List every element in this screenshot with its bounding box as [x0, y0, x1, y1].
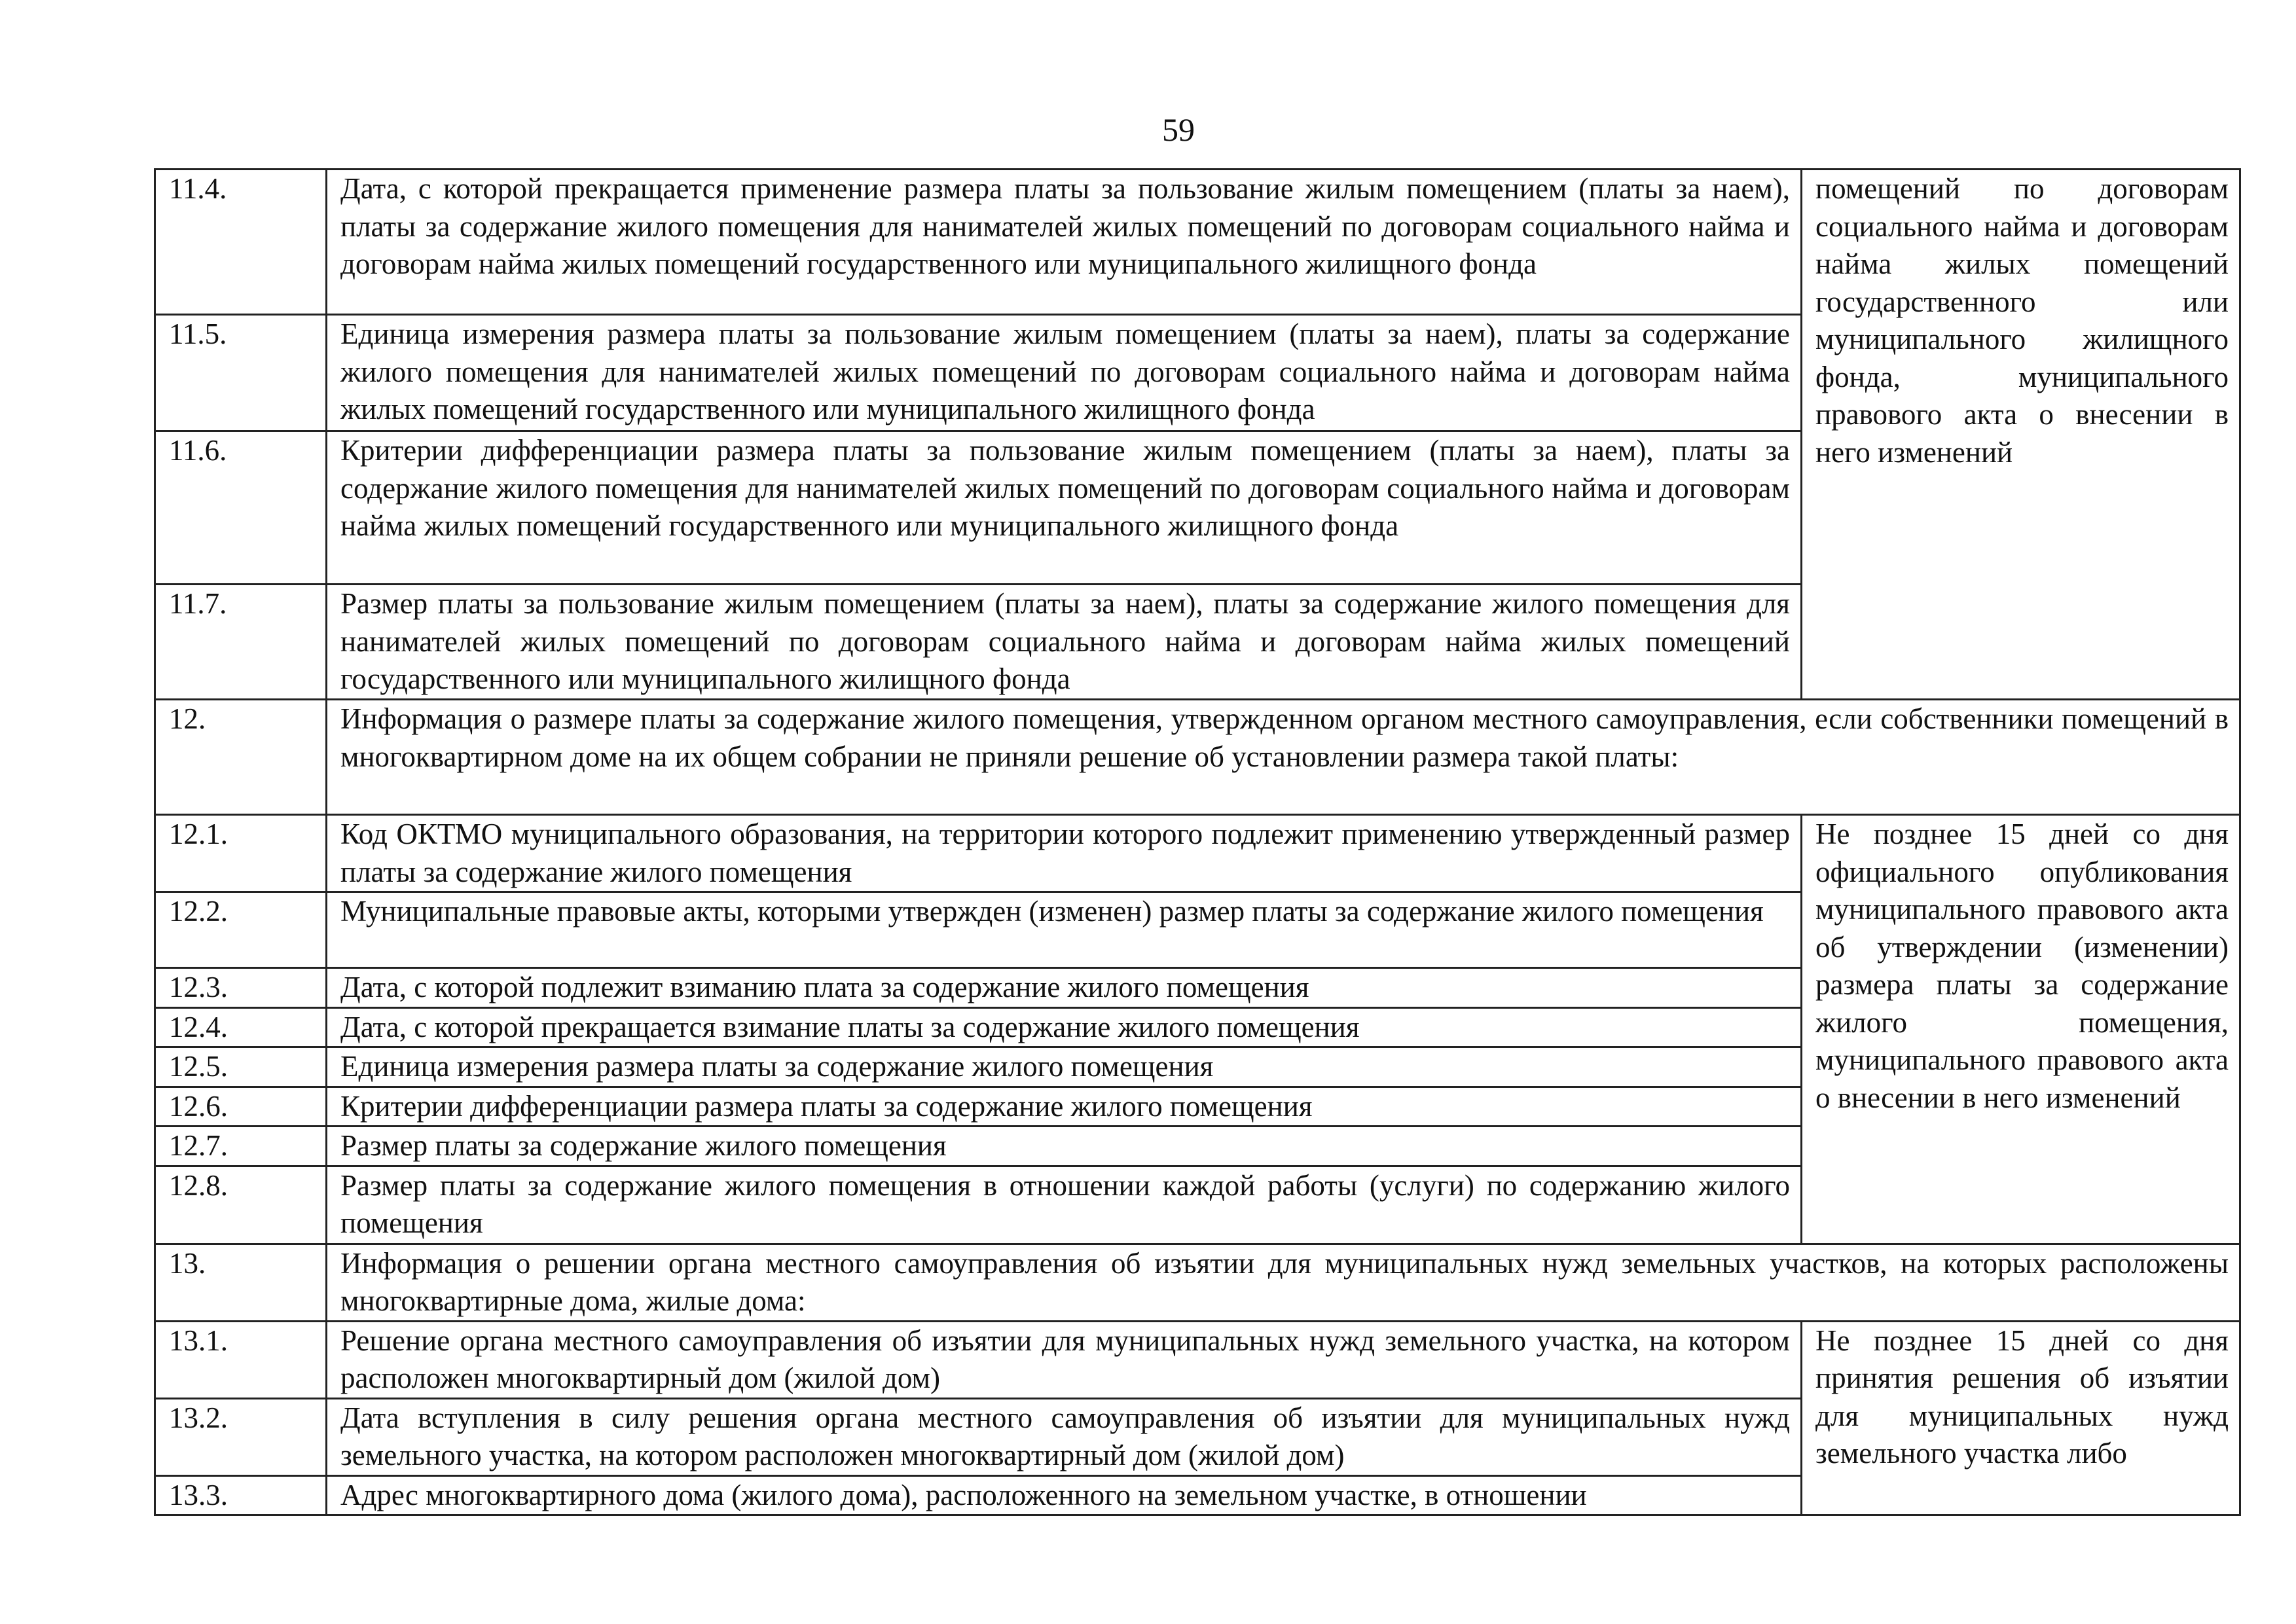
table-row [155, 170, 2240, 315]
table-row [155, 1321, 2240, 1398]
row-description: Решение органа местного самоуправления об изъятии для муниципальных нужд земельного участка, на котором расположен многоквартирный дом (жилой дом) [327, 1321, 1802, 1398]
row-description: Дата вступления в силу решения органа местного самоуправления об изъятии для муниципальных нужд земельного участка, на котором расположен многоквартирный дом (жилой дом) [327, 1398, 1802, 1475]
row-number: 11.5. [155, 315, 327, 431]
row-description: Размер платы за содержание жилого помещения в отношении каждой работы (услуги) по содержанию жилого помещения [327, 1166, 1802, 1244]
row-number: 12.5. [155, 1047, 327, 1087]
row-number: 12.3. [155, 968, 327, 1008]
table-row [155, 700, 2240, 815]
row-number: 12.6. [155, 1087, 327, 1127]
row-description: Размер платы за содержание жилого помещения [327, 1127, 1802, 1166]
deadline-cell [1802, 170, 2240, 700]
table-row [155, 1244, 2240, 1321]
row-description: Муниципальные правовые акты, которыми утвержден (изменен) размер платы за содержание жилого помещения [327, 892, 1802, 968]
row-number: 13. [155, 1244, 327, 1321]
row-number: 12.2. [155, 892, 327, 968]
deadline-cell [1802, 1321, 2240, 1515]
row-number: 12.4. [155, 1007, 327, 1047]
row-description: Единица измерения размера платы за пользование жилым помещением (платы за наем), платы за содержание жилого помещения для нанимателей жилых помещений по договорам социального найма и договорам найма жилых помещений государственного или муниципального жилищного фонда [327, 315, 1802, 431]
row-description: Дата, с которой подлежит взиманию плата за содержание жилого помещения [327, 968, 1802, 1008]
row-description: Критерии дифференциации размера платы за содержание жилого помещения [327, 1087, 1802, 1127]
row-number: 11.7. [155, 585, 327, 700]
row-number: 12.1. [155, 815, 327, 892]
deadline-text: Не позднее 15 дней со дня принятия решения об изъятии для муниципальных нужд земельного участка либо [1815, 1324, 2229, 1470]
row-description: Информация о размере платы за содержание жилого помещения, утвержденном органом местного самоуправления, если собственники помещений в многоквартирном доме на их общем собрании не приняли решение об установлении размера такой платы: [327, 700, 2240, 815]
row-number: 12.7. [155, 1127, 327, 1166]
row-number: 13.1. [155, 1321, 327, 1398]
row-description: Критерии дифференциации размера платы за пользование жилым помещением (платы за наем), платы за содержание жилого помещения для нанимателей жилых помещений по договорам социального найма и договорам найма жилых помещений государственного или муниципального жилищного фонда [327, 431, 1802, 585]
row-number: 13.2. [155, 1398, 327, 1475]
deadline-text: Не позднее 15 дней со дня официального опубликования муниципального правового акта об утверждении (изменении) размера платы за содержание жилого помещения, муниципального правового акта о внесении в него изменений [1815, 818, 2229, 1114]
deadline-text: помещений по договорам социального найма и договорам найма жилых помещений государственного или муниципального жилищного фонда, муниципального правового акта о внесении в него изменений [1815, 172, 2229, 469]
row-number: 12. [155, 700, 327, 815]
row-description: Информация о решении органа местного самоуправления об изъятии для муниципальных нужд земельных участков, на которых расположены многоквартирные дома, жилые дома: [327, 1244, 2240, 1321]
row-description: Дата, с которой прекращается применение размера платы за пользование жилым помещением (платы за наем), платы за содержание жилого помещения для нанимателей жилых помещений по договорам социального найма и договорам найма жилых помещений государственного или муниципального жилищного фонда [327, 170, 1802, 315]
row-description: Код ОКТМО муниципального образования, на территории которого подлежит применению утвержденный размер платы за содержание жилого помещения [327, 815, 1802, 892]
deadline-cell [1802, 815, 2240, 1244]
document-table [154, 168, 2241, 1516]
row-number: 12.8. [155, 1166, 327, 1244]
row-description: Единица измерения размера платы за содержание жилого помещения [327, 1047, 1802, 1087]
row-number: 13.3. [155, 1475, 327, 1515]
row-description: Адрес многоквартирного дома (жилого дома), расположенного на земельном участке, в отношении [327, 1475, 1802, 1515]
row-number: 11.4. [155, 170, 327, 315]
row-number: 11.6. [155, 431, 327, 585]
row-description: Дата, с которой прекращается взимание платы за содержание жилого помещения [327, 1007, 1802, 1047]
row-description: Размер платы за пользование жилым помещением (платы за наем), платы за содержание жилого помещения для нанимателей жилых помещений по договорам социального найма и договорам найма жилых помещений государственного или муниципального жилищного фонда [327, 585, 1802, 700]
page-number: 59 [1162, 111, 1195, 148]
table-row [155, 815, 2240, 892]
